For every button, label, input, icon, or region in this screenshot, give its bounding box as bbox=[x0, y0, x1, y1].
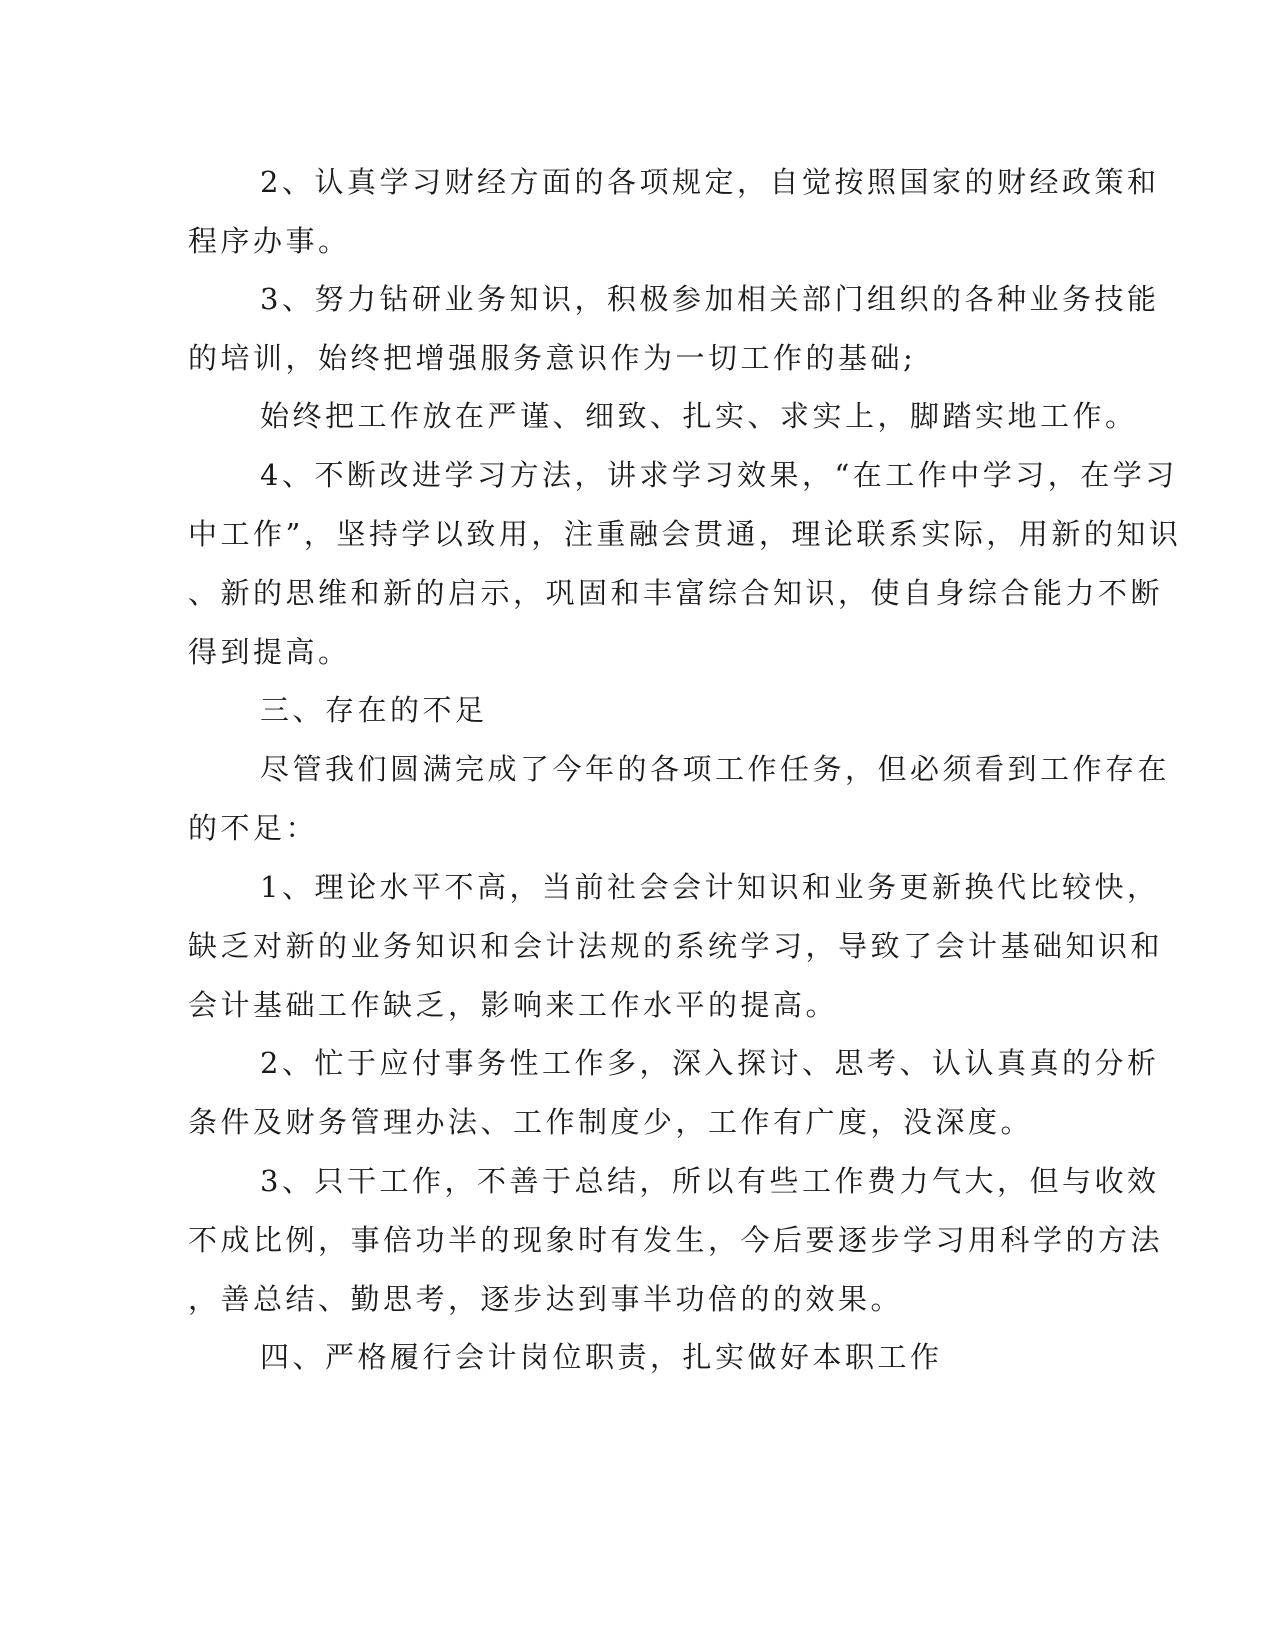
text-line: 2、认真学习财经方面的各项规定，自觉按照国家的财经政策和 bbox=[260, 165, 1160, 199]
text-line: 条件及财务管理办法、工作制度少，工作有广度，没深度。 bbox=[188, 1105, 1034, 1139]
text-line: 缺乏对新的业务知识和会计法规的系统学习，导致了会计基础知识和 bbox=[188, 929, 1164, 963]
text-line: 2、忙于应付事务性工作多，深入探讨、思考、认认真真的分析 bbox=[260, 1046, 1160, 1080]
text-line: ，善总结、勤思考，逐步达到事半功倍的的效果。 bbox=[188, 1282, 904, 1316]
text-line: 程序办事。 bbox=[188, 224, 351, 258]
text-line: 会计基础工作缺乏，影响来工作水平的提高。 bbox=[188, 988, 839, 1022]
text-line: 尽管我们圆满完成了今年的各项工作任务，但必须看到工作存在 bbox=[260, 752, 1171, 786]
section-heading: 三、存在的不足 bbox=[260, 693, 488, 727]
section-heading: 四、严格履行会计岗位职责，扎实做好本职工作 bbox=[260, 1340, 943, 1374]
text-line: 始终把工作放在严谨、细致、扎实、求实上，脚踏实地工作。 bbox=[260, 399, 1138, 433]
text-line: 、新的思维和新的启示，巩固和丰富综合知识，使自身综合能力不断 bbox=[188, 576, 1164, 610]
text-line: 4、不断改进学习方法，讲求学习效果，“在工作中学习，在学习 bbox=[260, 458, 1178, 492]
text-line: 1、理论水平不高，当前社会会计知识和业务更新换代比较快， bbox=[260, 870, 1160, 904]
text-line: 不成比例，事倍功半的现象时有发生，今后要逐步学习用科学的方法 bbox=[188, 1223, 1164, 1257]
text-line: 的培训，始终把增强服务意识作为一切工作的基础; bbox=[188, 341, 917, 375]
text-line: 3、只干工作，不善于总结，所以有些工作费力气大，但与收效 bbox=[260, 1164, 1160, 1198]
text-line: 得到提高。 bbox=[188, 635, 351, 669]
text-line: 的不足： bbox=[188, 811, 319, 845]
text-line: 中工作”，坚持学以致用，注重融会贯通，理论联系实际，用新的知识 bbox=[188, 517, 1182, 551]
text-line: 3、努力钻研业务知识，积极参加相关部门组织的各种业务技能 bbox=[260, 282, 1160, 316]
